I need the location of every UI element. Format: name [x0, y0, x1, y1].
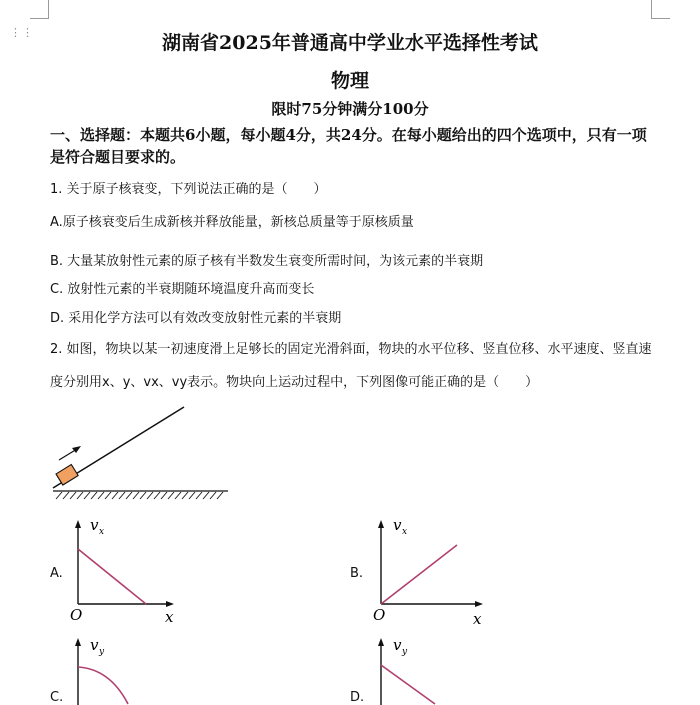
graph-d-y-sub: y [402, 647, 408, 657]
graph-d-y-label: v [393, 636, 402, 654]
graph-a-curve [78, 549, 146, 604]
graph-b-origin: O [373, 606, 386, 624]
drag-handle-icon[interactable]: ⋮⋮ [10, 26, 34, 39]
graph-b-y-label: v [393, 516, 402, 534]
incline-diagram [48, 400, 233, 510]
graph-a-y-sub: x [99, 527, 105, 537]
q1-option-d: D. 采用化学方法可以有效改变放射性元素的半衰期 [50, 311, 342, 326]
graph-d [373, 636, 483, 704]
graph-d-label[interactable]: D. [350, 690, 365, 705]
graph-a-y-label: v [90, 516, 99, 534]
graph-a-origin: O [70, 606, 83, 624]
graph-c-y-sub: y [99, 647, 105, 657]
graph-b [373, 518, 488, 628]
q2-stem-line2: 度分别用x、y、vx、vy表示。物块向上运动过程中，下列图像可能正确的是（ ） [50, 375, 539, 390]
graph-a-label[interactable]: A. [50, 566, 63, 581]
graph-b-y-sub: x [402, 527, 408, 537]
section-heading-line2: 是符合题目要求的。 [50, 148, 186, 166]
graph-a [70, 518, 180, 628]
section-heading-line1: 一、选择题：本题共6小题，每小题4分，共24分。在每小题给出的四个选项中，只有一项 [50, 126, 647, 144]
subject-title: 物理 [330, 70, 369, 92]
page-corner-mark-left [30, 0, 49, 19]
graph-b-curve [381, 545, 457, 604]
q1-option-c: C. 放射性元素的半衰期随环境温度升高而变长 [50, 282, 315, 297]
graph-a-x-label: x [165, 608, 174, 626]
graph-c-curve [78, 667, 128, 704]
graph-d-curve [381, 665, 435, 704]
time-score: 限时75分钟满分100分 [271, 100, 429, 118]
q1-stem: 1. 关于原子核衰变，下列说法正确的是（ ） [50, 182, 327, 197]
q2-stem-line1: 2. 如图，物块以某一初速度滑上足够长的固定光滑斜面，物块的水平位移、竖直位移、水平速度、竖直速 [50, 342, 652, 357]
graph-c-y-label: v [90, 636, 99, 654]
graph-b-label[interactable]: B. [350, 566, 364, 581]
page-corner-mark-right [651, 0, 670, 19]
graph-c-label[interactable]: C. [50, 690, 64, 705]
graph-c [70, 636, 180, 704]
q1-option-b: B. 大量某放射性元素的原子核有半数发生衰变所需时间，为该元素的半衰期 [50, 254, 484, 269]
block [56, 465, 78, 486]
velocity-arrowhead [72, 446, 81, 453]
q1-option-a: A.原子核衰变后生成新核并释放能量，新核总质量等于原核质量 [50, 215, 414, 230]
exam-title: 湖南省2025年普通高中学业水平选择性考试 [162, 32, 538, 54]
graph-b-x-label: x [473, 610, 482, 628]
ground-hatching [56, 492, 223, 499]
